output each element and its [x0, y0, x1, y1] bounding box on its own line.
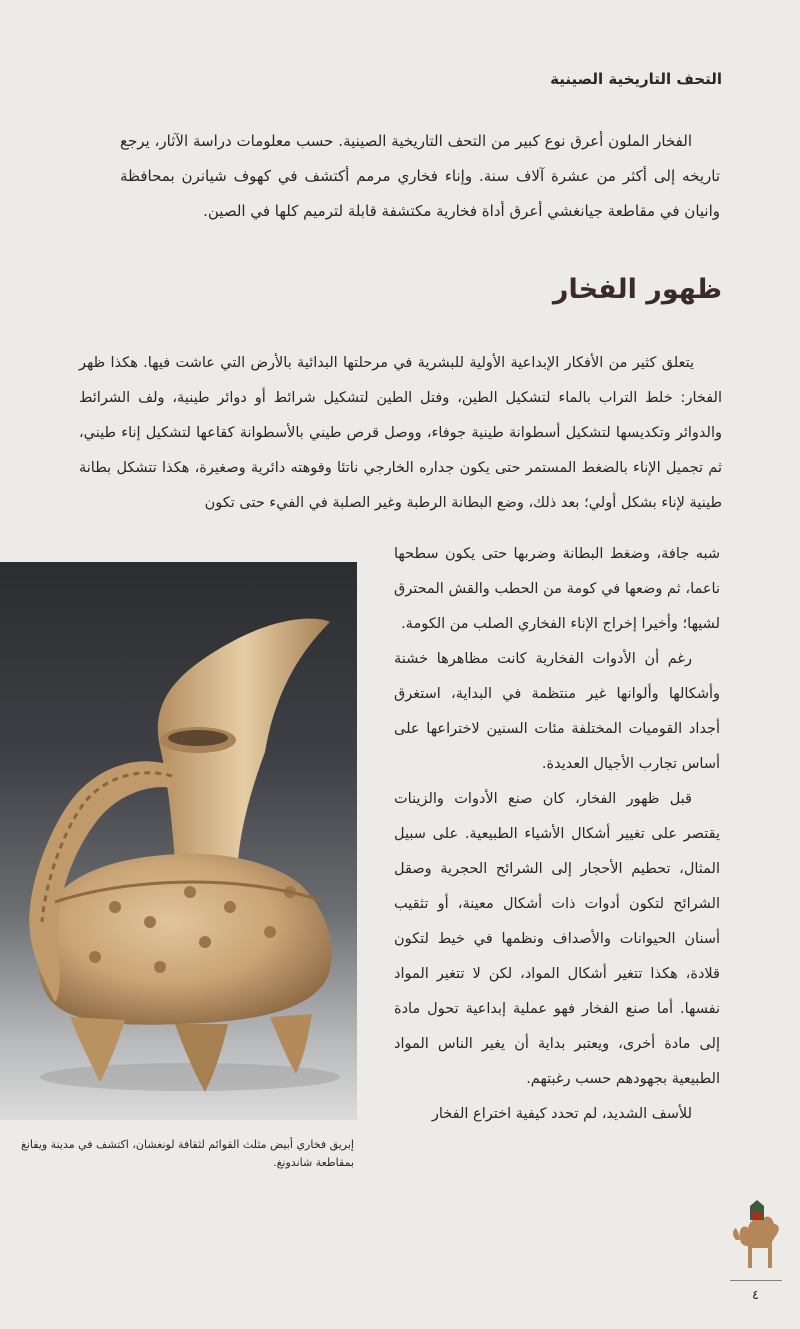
intro-paragraph: الفخار الملون أعرق نوع كبير من التحف التاريخية الصينية. حسب معلومات دراسة الآثار، يرجع تاريخه إلى أكثر من عشرة آلاف سنة. وإناء فخاري مرمم أكتشف في كهوف شيانرن بمحافظة وانيان في مقاطعة جيانغشي أعرق أداة فخارية مكتشفة قابلة لترميم كلها في الصين. [120, 132, 720, 220]
camel-icon [730, 1198, 784, 1280]
intro-section [120, 124, 720, 229]
pottery-photo [0, 562, 357, 1120]
body-paragraph-3: قبل ظهور الفخار، كان صنع الأدوات والزينات يقتصر على تغيير أشكال الأشياء الطبيعية. على سبيل المثال، تحطيم الأحجار إلى الشرائح الحجرية وصقل الشرائح لتكون أدوات ذات أشكال معينة، أو تثقيب أسنان الحيوانات والأصداف ونظمها في خيط لتكون قلادة، هكذا تتغير أشكال المواد، لكن لا تتغير المواد نفسها. أما صنع الفخار فهو عملية إبداعية تحول مادة إلى مادة أخرى، ويعتبر بداية أن يغير الناس المواد الطبيعية بجهودهم حسب رغبتهم. [394, 791, 720, 1087]
tripod-pitcher-illustration [0, 562, 357, 1120]
caption-line-2: بمقاطعة شاندونغ. [273, 1156, 354, 1169]
running-title: التحف التاريخية الصينية [550, 70, 722, 88]
footer-rule [730, 1280, 782, 1281]
body-paragraph-1: يتعلق كثير من الأفكار الإبداعية الأولية للبشرية في مرحلتها البدائية بالأرض التي عاشت فيها. هكذا ظهر الفخار: خلط التراب بالماء لتشكيل الطين، وفتل الطين لتشكيل شرائط أو دوائر طينية، ولف الشرائط والدوائر وتكديسها لتشكيل أسطوانة طينية جوفاء، ووصل قرص طيني بالأسطوانة كقاعها لتشكيل إناء طيني، ثم تجميل الإناء بالضغط المستمر حتى يكون جداره الخارجي ناتئا وفوهته دائرية وصغيرة، هكذا تتشكل بطانة طينية لإناء بشكل أولي؛ بعد ذلك، وضع البطانة الرطبة وغير الصلبة في الفيء حتى تكون [79, 355, 722, 511]
body-paragraph-4: للأسف الشديد، لم تحدد كيفية اختراع الفخار [431, 1106, 692, 1122]
text-column [394, 537, 720, 1132]
section-heading: ظهور الفخار [552, 274, 722, 305]
figure-caption [0, 1136, 354, 1172]
section-body [79, 346, 722, 521]
body-paragraph-2: رغم أن الأدوات الفخارية كانت مظاهرها خشنة وأشكالها وألوانها غير منتظمة في البداية، استغرق أجداد القوميات المختلفة مئات السنين لاختراعها على أساس تجارب الأجيال العديدة. [394, 651, 720, 772]
body-paragraph-1-continued: شبه جافة، وضغط البطانة وضربها حتى يكون سطحها ناعما، ثم وضعها في كومة من الحطب والقش المحترق لشيها؛ وأخيرا إخراج الإناء الفخاري الصلب من الكومة. [394, 546, 720, 632]
page-number: ٤ [752, 1288, 759, 1303]
caption-line-1: إبريق فخاري أبيض مثلث القوائم لثقافة لونغشان، اكتشف في مدينة ويفانغ [20, 1138, 354, 1151]
